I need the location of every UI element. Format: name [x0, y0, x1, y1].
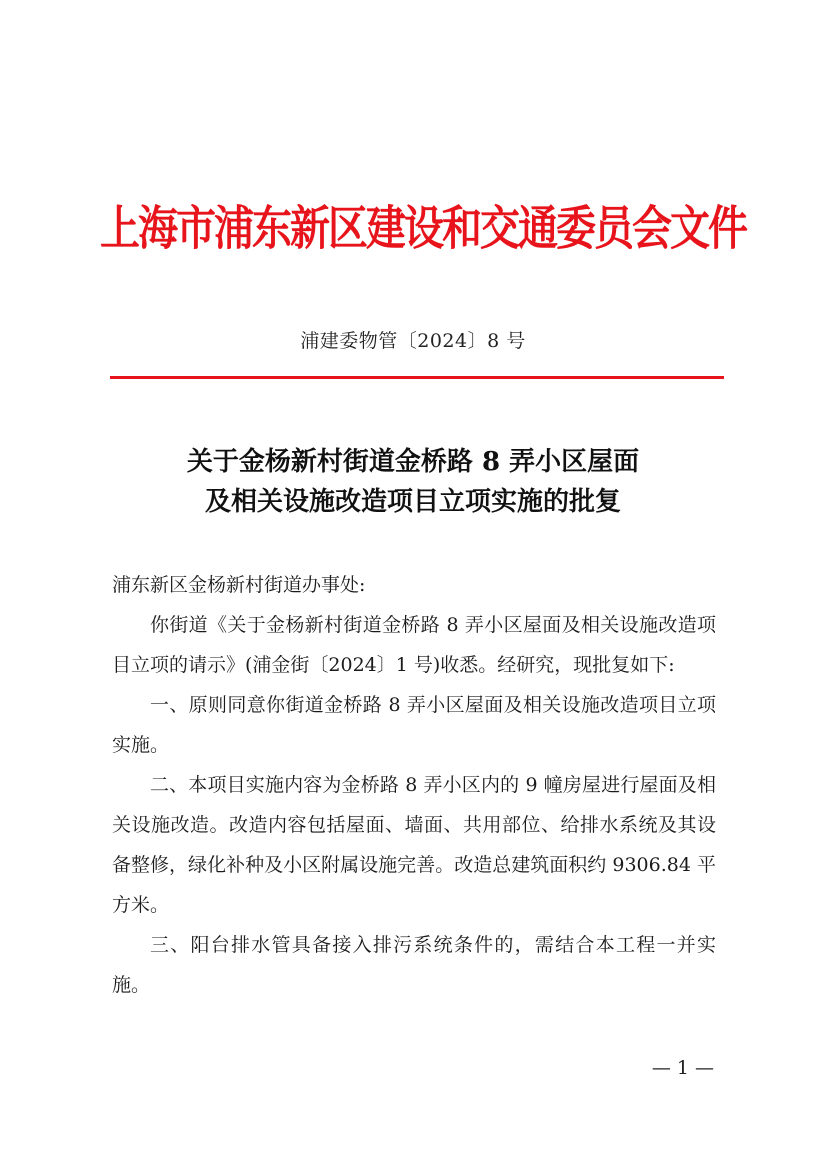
issuer-masthead: 上海市浦东新区建设和交通委员会文件 [100, 202, 746, 257]
red-divider-line [110, 376, 724, 379]
document-title [0, 442, 826, 522]
document-body [112, 565, 716, 1005]
body-paragraph: 二、本项目实施内容为金桥路 8 弄小区内的 9 幢房屋进行屋面及相关设施改造。改造内容包括屋面、墙面、共用部位、给排水系统及其设备整修，绿化补种及小区附属设施完善。改造总建筑面积约 9306.84 平方米。 [112, 774, 716, 916]
document-number: 浦建委物管〔2024〕8 号 [300, 330, 526, 352]
page-number: — 1 — [651, 1057, 714, 1079]
title-line-2: 及相关设施改造项目立项实施的批复 [204, 487, 621, 517]
addressee: 浦东新区金杨新村街道办事处: [112, 574, 366, 596]
title-line-1: 关于金杨新村街道金桥路 8 弄小区屋面 [186, 447, 640, 477]
body-paragraph: 你街道《关于金杨新村街道金桥路 8 弄小区屋面及相关设施改造项目立项的请示》(浦金街〔2024〕1 号)收悉。经研究，现批复如下: [112, 614, 716, 676]
body-paragraph: 一、原则同意你街道金桥路 8 弄小区屋面及相关设施改造项目立项实施。 [112, 694, 716, 756]
body-paragraph: 三、阳台排水管具备接入排污系统条件的，需结合本工程一并实施。 [112, 934, 716, 996]
